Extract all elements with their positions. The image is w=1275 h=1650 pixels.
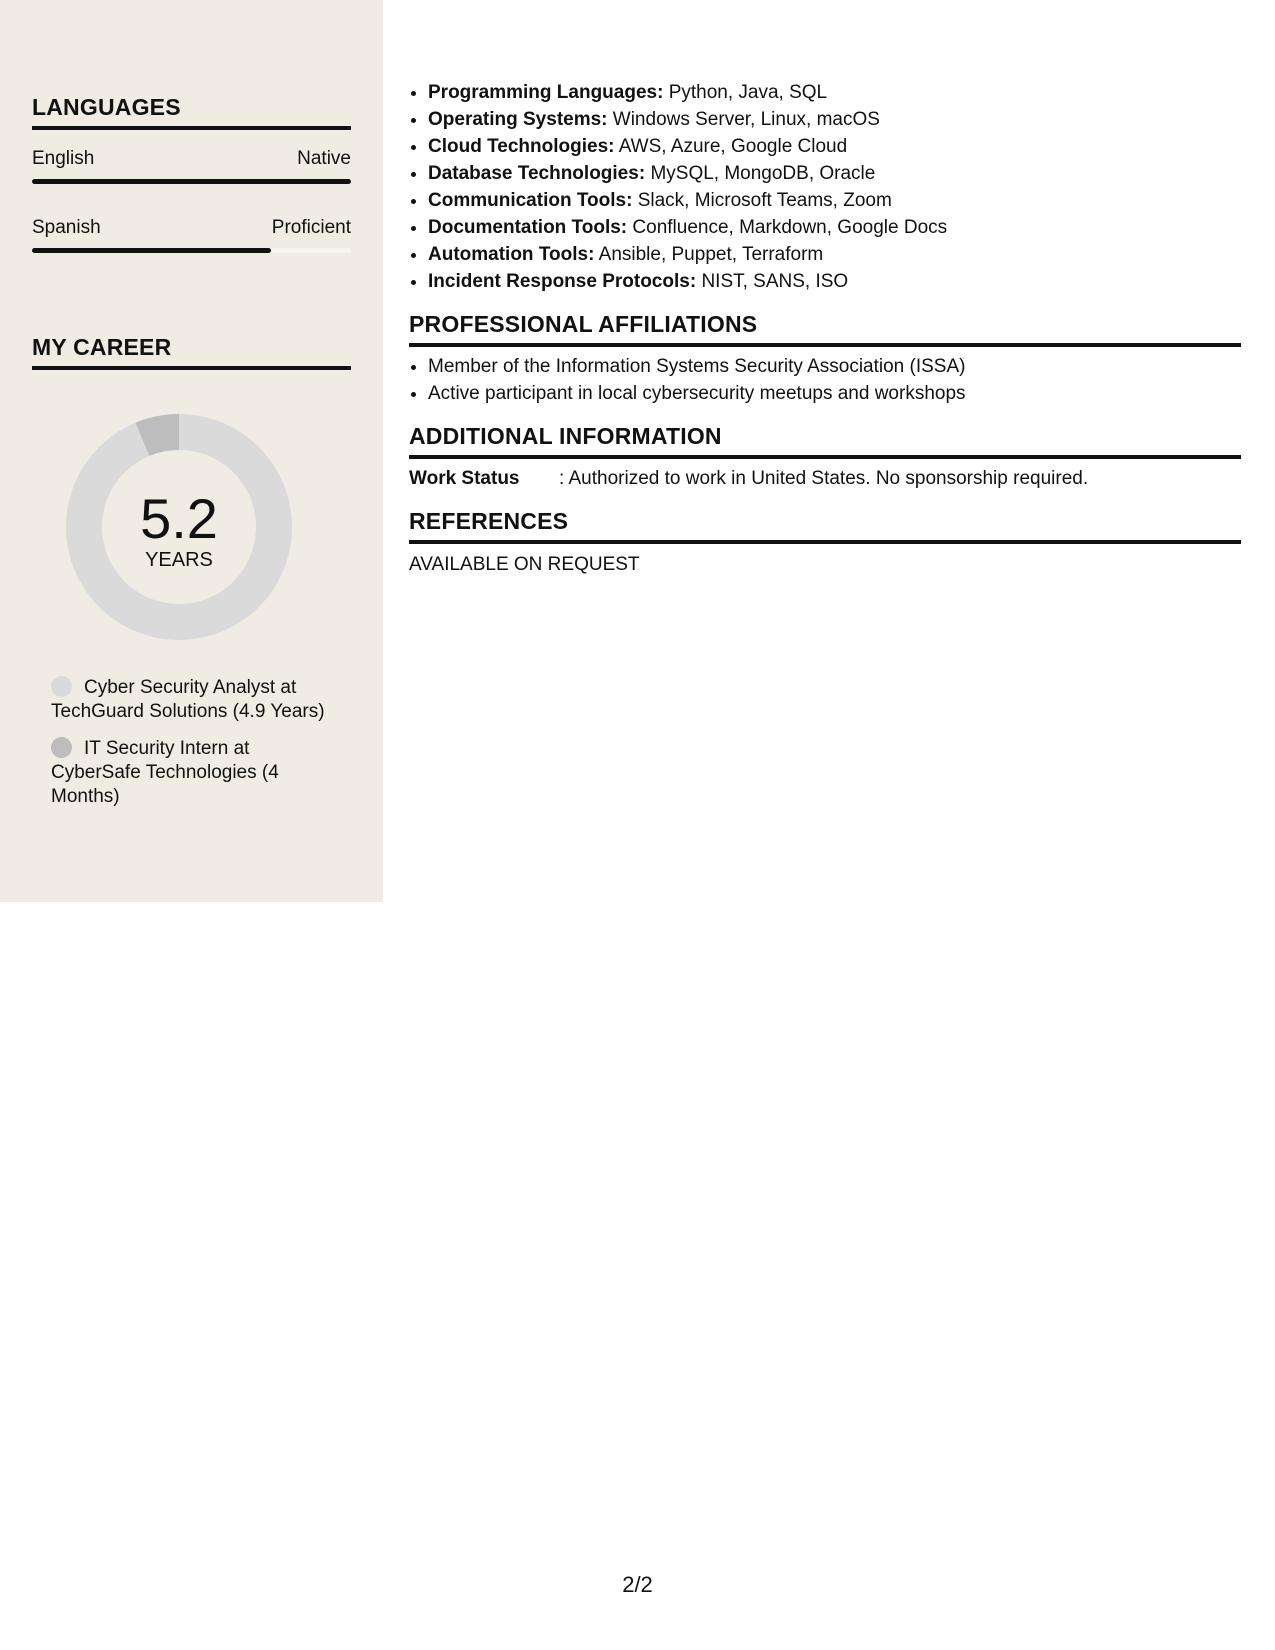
main-content [409, 79, 1241, 576]
skill-value: Windows Server, Linux, macOS [612, 109, 880, 130]
languages-section [32, 94, 351, 253]
work-status-row [409, 465, 1241, 492]
skill-label: Programming Languages: [428, 82, 664, 103]
affiliation-item: • Member of the Information Systems Security Association (ISSA) [428, 353, 1241, 380]
legend-dot [51, 737, 72, 758]
languages-title: LANGUAGES [32, 94, 351, 130]
skill-label: Documentation Tools: [428, 217, 628, 238]
skill-label: Operating Systems: [428, 109, 608, 130]
language-bar-fill [32, 179, 351, 184]
skill-value: MySQL, MongoDB, Oracle [650, 163, 876, 184]
skill-item [428, 241, 1241, 268]
page-number: 2/2 [622, 1572, 653, 1597]
skill-label: Database Technologies: [428, 163, 646, 184]
career-section [32, 334, 351, 370]
legend-label: IT Security Intern at CyberSafe Technologies (4 Months) [51, 738, 279, 807]
skill-item [428, 268, 1241, 295]
language-name: English [32, 148, 95, 169]
legend-item [51, 676, 341, 724]
skill-label: Automation Tools: [428, 244, 595, 265]
career-donut-chart [66, 414, 292, 640]
skill-item [428, 160, 1241, 187]
skill-label: Cloud Technologies: [428, 136, 615, 157]
legend-label: Cyber Security Analyst at TechGuard Solutions (4.9 Years) [51, 677, 325, 722]
legend-item [51, 737, 341, 809]
language-bar [32, 248, 351, 253]
additional-info-title: ADDITIONAL INFORMATION [409, 423, 1241, 459]
skill-value: Confluence, Markdown, Google Docs [632, 217, 948, 238]
language-level: Proficient [271, 217, 351, 238]
skill-value: Slack, Microsoft Teams, Zoom [637, 190, 892, 211]
affiliation-item: • Active participant in local cybersecurity meetups and workshops [428, 380, 1241, 407]
language-bar-fill [32, 248, 271, 253]
skill-label: Communication Tools: [428, 190, 633, 211]
career-unit: YEARS [145, 548, 213, 571]
language-bar [32, 179, 351, 184]
skill-label: Incident Response Protocols: [428, 271, 697, 292]
language-level: Native [297, 148, 351, 169]
references-title: REFERENCES [409, 508, 1241, 544]
career-legend [51, 676, 341, 822]
career-title: MY CAREER [32, 334, 351, 370]
skill-value: AWS, Azure, Google Cloud [618, 136, 848, 157]
skill-item [428, 187, 1241, 214]
language-name: Spanish [32, 217, 101, 238]
affiliations-list [409, 353, 1241, 407]
skill-item [428, 79, 1241, 106]
skill-value: NIST, SANS, ISO [701, 271, 849, 292]
work-status-label: Work Status [409, 468, 520, 489]
work-status-value: : Authorized to work in United States. No sponsorship required. [559, 468, 1089, 489]
skill-value: Python, Java, SQL [668, 82, 828, 103]
career-total: 5.2 [140, 486, 218, 550]
language-item [32, 148, 351, 184]
references-text: AVAILABLE ON REQUEST [409, 554, 640, 575]
skill-item [428, 106, 1241, 133]
skill-value: Ansible, Puppet, Terraform [598, 244, 824, 265]
legend-dot [51, 676, 72, 697]
skills-list [409, 79, 1241, 295]
skill-item [428, 214, 1241, 241]
skill-item [428, 133, 1241, 160]
language-item [32, 217, 351, 253]
affiliations-title: PROFESSIONAL AFFILIATIONS [409, 311, 1241, 347]
sidebar [0, 0, 383, 902]
donut-center [66, 414, 292, 640]
